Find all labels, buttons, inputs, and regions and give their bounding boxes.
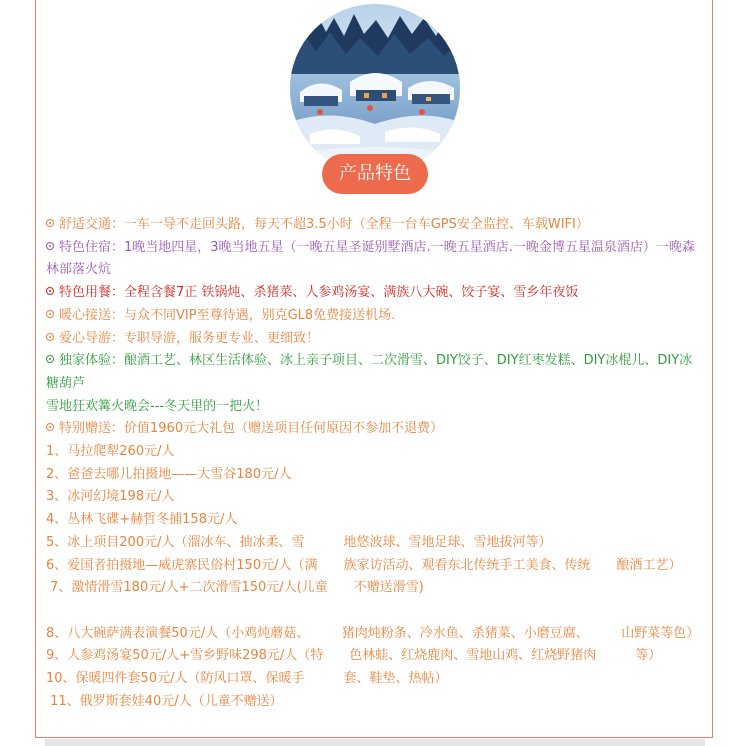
card-shadow <box>45 739 705 746</box>
feature-experience: 独家体验：酿酒工艺、林区生活体验、冰上亲子项目、二次滑雪、DIY饺子、DIY红枣发糕、DIY冰棍儿、DIY冰糖葫芦 <box>46 353 693 391</box>
gift-item: 9、人参鸡汤宴50元/人+雪乡野味298元/人（特 色林蛙、红烧鹿肉、雪地山鸡、红烧野猪肉 等） <box>46 648 662 664</box>
bullet-icon <box>46 242 54 250</box>
bullet-icon <box>46 219 54 227</box>
gift-item: 1、马拉爬犁260元/人 <box>46 444 175 460</box>
features-list <box>46 214 702 713</box>
gift-item: 3、冰河幻境198元/人 <box>46 489 175 505</box>
gift-item: 6、爱国者拍摄地—威虎寨民俗村150元/人（满 族家访活动、观看东北传统手工美食、传统 酿酒工艺） <box>46 557 682 573</box>
bullet-icon <box>46 423 54 431</box>
feature-transport: 舒适交通：一车一导不走回头路，每天不超3.5小时（全程一台车GPS安全监控、车载WIFI） <box>46 214 702 237</box>
bullet-icon <box>46 355 54 363</box>
feature-lodging: 特色住宿：1晚当地四星，3晚当地五星（一晚五星圣诞别墅酒店.一晚五星酒店.一晚金博五星温泉酒店）一晚森林部落火炕 <box>46 239 695 278</box>
gift-item: 11、俄罗斯套娃40元/人（儿童不赠送） <box>46 693 283 709</box>
gift-item: 8、八大碗萨满表演餐50元/人（小鸡炖蘑菇、 猪肉炖粉条、冷水鱼、杀猪菜、小磨豆腐、 山野菜等色） <box>46 602 700 641</box>
product-features-tag: 产品特色 <box>322 154 428 194</box>
bullet-icon <box>46 310 54 318</box>
bonfire-note: 雪地狂欢篝火晚会---冬天里的一把火！ <box>46 398 269 414</box>
gift-item: 4、丛林飞碟+赫哲冬捕158元/人 <box>46 512 238 528</box>
gift-item: 2、爸爸去哪儿拍摄地——大雪谷180元/人 <box>46 466 292 482</box>
gift-header: 特别赠送：价值1960元大礼包（赠送项目任何原因不参加不退费） <box>46 418 702 441</box>
gift-item: 5、冰上项目200元/人（溜冰车、抽冰柔、雪 地悠波球、雪地足球、雪地拔河等） <box>46 534 552 550</box>
snow-village-image <box>290 4 460 174</box>
bullet-icon <box>46 333 54 341</box>
feature-dining: 特色用餐：全程含餐7正 铁锅炖、杀猪菜、人参鸡汤宴、满族八大碗、饺子宴、雪乡年夜饭 <box>46 282 702 305</box>
feature-transfer: 暖心接送：与众不同VIP至尊待遇，别克GL8免费接送机场. <box>46 305 702 328</box>
gift-item: 7、激情滑雪180元/人+二次滑雪150元/人(儿童 不赠送滑雪) <box>46 580 424 596</box>
feature-guide: 爱心导游：专职导游，服务更专业、更细致！ <box>46 328 702 351</box>
bullet-icon <box>46 287 54 295</box>
gift-item: 10、保暖四件套50元/人（防风口罩、保暖手 套、鞋垫、热帖） <box>46 671 448 687</box>
snow-village-photo <box>290 4 460 174</box>
